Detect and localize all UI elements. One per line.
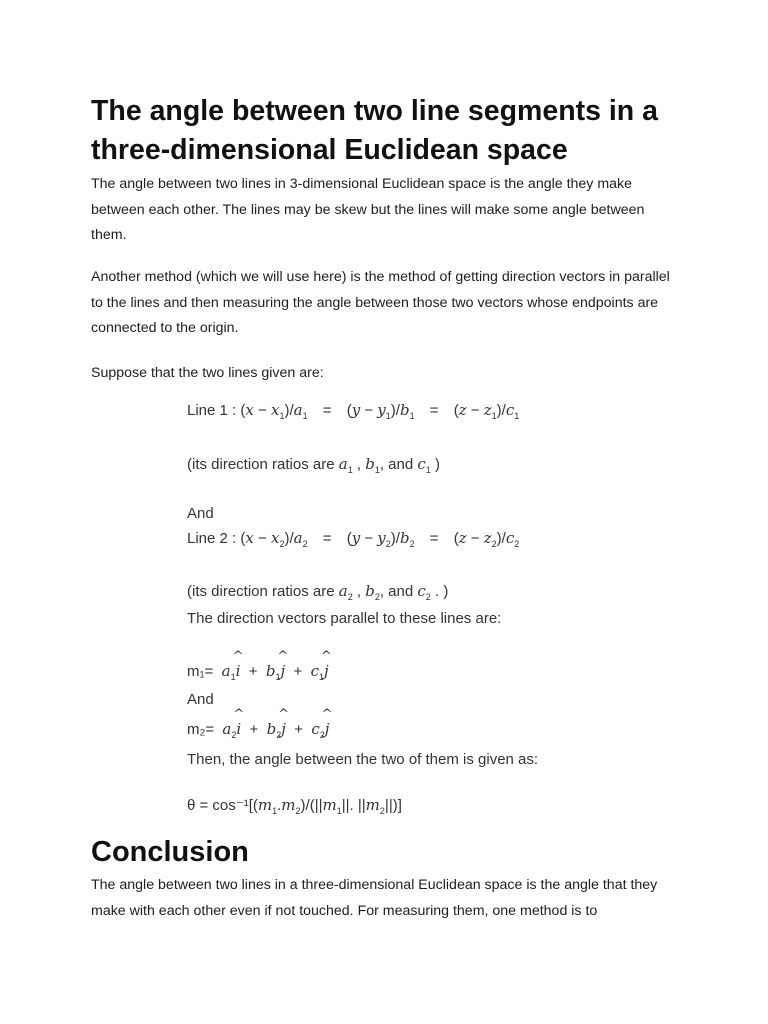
line1-direction-ratios: (its direction ratios are $a_1$ , $b_1$, and $c_1$ ) (187, 455, 440, 475)
page-title: The angle between two line segments in a three-dimensional Euclidean space (91, 95, 658, 166)
and-label-1: And (187, 505, 214, 522)
m1-label: m₁= (187, 663, 214, 680)
line1-ratios-prefix: (its direction ratios are (187, 456, 335, 473)
m2-label: m₂= (187, 721, 215, 738)
theta-label: θ = cos⁻¹ (187, 797, 249, 814)
m1-vector: $m_1= a_1\^{}$ $i + b_1\^{}$ $j + c_1\^{}$ j (187, 662, 607, 682)
paragraph-intro: The angle between two lines in 3-dimensional Euclidean space is the angle they make between each other. The lines may be skew but the lines will make some angle between them. (91, 176, 645, 243)
line1-equation: Line 1 : $(x - x_1)/a_1 = (y - y_1)/b_1 = (z - z_1)/c_1$ (187, 401, 520, 421)
angle-text: Then, the angle between the two of them is given as: (187, 751, 539, 768)
line2-ratios-prefix: (its direction ratios are (187, 583, 335, 600)
line1-label: Line 1 : (187, 402, 237, 419)
m2-vector: $m_2= a_2\^{}$ $i + b_2\^{}$ $j + c_2\^{}$ j (187, 720, 607, 740)
conclusion-paragraph: The angle between two lines in a three-dimensional Euclidean space is the angle that they make with each other even if not touched. For measuring them, one method is to (91, 877, 658, 919)
line2-direction-ratios: (its direction ratios are $a_2$ , $b_2$, and $c_2$ . ) (187, 582, 449, 602)
line2-ratios-and: , and (379, 583, 414, 600)
and-label-2: And (187, 691, 214, 708)
theta-formula: $\theta = \cos^{-1}[(m_1.m_2)/(||m_1||$. $||m_2||$)] (187, 796, 402, 816)
conclusion-heading: Conclusion (91, 836, 249, 868)
direction-vectors-text: The direction vectors parallel to these lines are: (187, 610, 502, 627)
paragraph-suppose: Suppose that the two lines given are: (91, 365, 324, 381)
paragraph-method: Another method (which we will use here) is the method of getting direction vectors in parallel to the lines and then measuring the angle between those two vectors whose endpoints are connected to the origin. (91, 269, 670, 336)
line2-equation: Line 2 : $(x - x_2)/a_2 = (y - y_2)/b_2 = (z - z_2)/c_2$ (187, 529, 520, 549)
line2-label: Line 2 : (187, 530, 237, 547)
line1-ratios-and: , and (379, 456, 414, 473)
